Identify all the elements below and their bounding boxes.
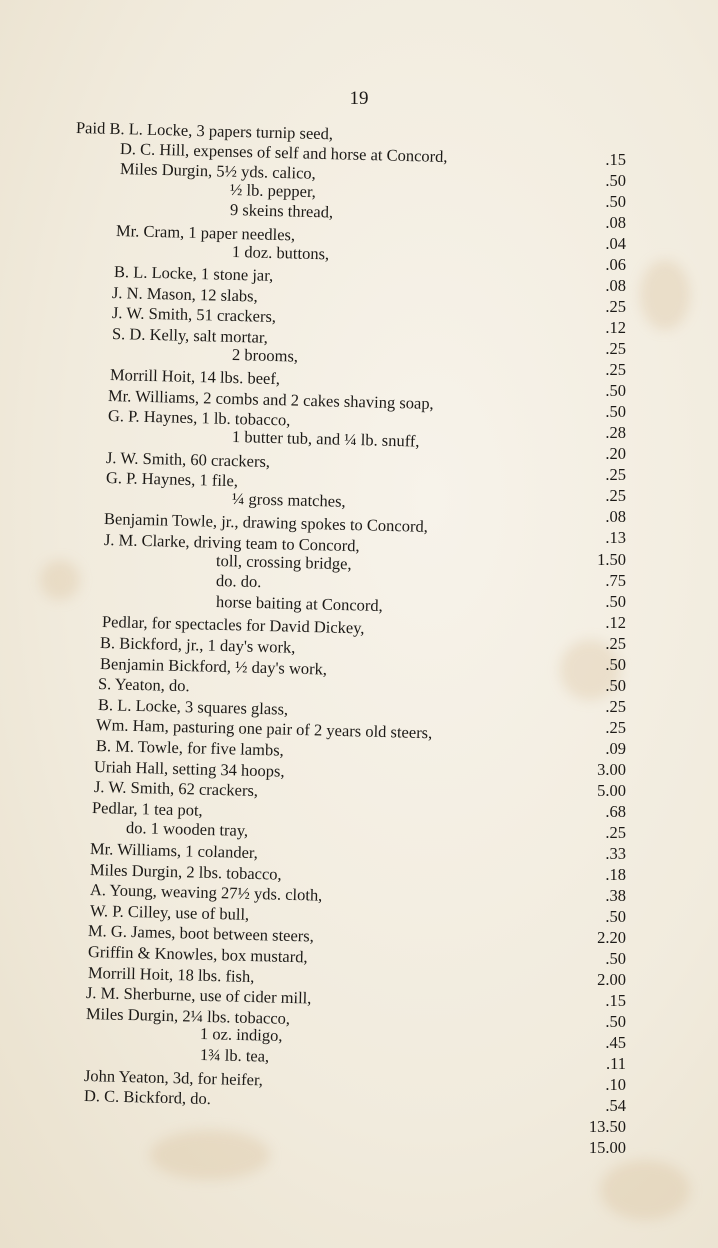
entry-amount: .25 [605,717,626,737]
entry-amount: 2.20 [597,927,626,947]
entry-amount: .15 [605,149,626,169]
entry-amount: .50 [605,380,626,400]
entry-description: 2 brooms, [231,344,299,366]
entry-description: John Yeaton, 3d, for heifer, [83,1065,264,1089]
entry-amount: .15 [605,990,626,1010]
entry-amount: .50 [605,906,626,926]
entry-amount: .75 [605,570,626,590]
entry-amount: .25 [605,359,626,379]
entry-amount: .25 [605,464,626,484]
entry-description: 1 butter tub, and ¼ lb. snuff, [231,427,420,451]
entry-amount: .50 [605,675,626,695]
entry-amount: .25 [605,633,626,653]
entry-amount: 5.00 [597,780,626,800]
ledger-row [0,138,718,169]
ledger-row [0,1086,718,1136]
entry-description: Miles Durgin, 2 lbs. tobacco, [89,859,282,884]
entry-description: J. N. Mason, 12 slabs, [111,282,258,306]
entry-description: J. W. Smith, 51 crackers, [111,303,277,327]
entry-description: 1 doz. buttons, [231,241,330,263]
entry-description: J. M. Clarke, driving team to Concord, [103,530,360,556]
entry-description: B. L. Locke, 1 stone jar, [113,262,274,286]
entry-amount: .50 [605,191,626,211]
entry-description: G. P. Haynes, 1 file, [105,468,239,491]
entry-amount: .50 [605,1011,626,1031]
entry-description: Pedlar, for spectacles for David Dickey, [101,612,365,638]
page-number: 19 [349,88,369,109]
entry-amount: .04 [605,234,626,253]
entry-amount: .68 [605,801,626,821]
entry-amount: .12 [605,612,626,632]
entry-amount: .08 [605,506,626,526]
entry-amount: 13.50 [588,1116,626,1136]
entry-description: J. W. Smith, 60 crackers, [105,447,271,471]
ledger-row [0,200,718,232]
entry-amount: .11 [605,1053,626,1073]
entry-description: A. Young, weaving 27½ yds. cloth, [89,880,323,905]
entry-description: J. M. Sherburne, use of cider mill, [85,983,312,1008]
entry-amount: 15.00 [588,1137,626,1157]
entry-description: 1 oz. indigo, [199,1024,283,1046]
entry-amount: .45 [605,1032,626,1052]
entry-description: J. W. Smith, 62 crackers, [93,777,259,801]
entry-description: Benjamin Towle, jr., drawing spokes to Concord, [103,509,429,537]
entry-description: ½ lb. pepper, [229,179,317,201]
entry-amount: .25 [605,696,626,716]
entry-description: B. L. Locke, 3 squares glass, [97,694,289,719]
entry-amount: .13 [605,527,626,547]
entry-amount: 1.50 [597,550,626,569]
entry-amount: .50 [605,591,626,611]
entry-amount: .54 [605,1095,626,1115]
entry-description: S. D. Kelly, salt mortar, [111,324,269,347]
entry-description: do. do. [215,571,262,592]
entry-amount: .50 [605,655,626,674]
entry-description: Paid B. L. Locke, 3 papers turnip seed, [75,118,334,144]
entry-amount: .12 [605,317,626,337]
entry-amount: .38 [605,885,626,905]
entry-description: B. M. Towle, for five lambs, [95,736,285,760]
entry-amount: 3.00 [597,760,626,779]
entry-amount: .25 [605,296,626,316]
ledger-row [0,118,718,144]
entry-description: Morrill Hoit, 18 lbs. fish, [87,962,255,986]
entry-description: do. 1 wooden tray, [125,818,249,841]
entry-amount: .25 [605,485,626,505]
ledger-entries [0,118,718,1157]
entry-description: S. Yeaton, do. [97,674,190,696]
entry-description: M. G. James, boot between steers, [87,921,315,946]
entry-description: toll, crossing bridge, [215,550,352,573]
entry-description: Mr. Williams, 1 colander, [89,839,259,863]
entry-amount: .50 [605,170,626,190]
entry-description: 1¾ lb. tea, [199,1045,270,1066]
entry-amount: .18 [605,865,626,884]
entry-description: Mr. Cram, 1 paper needles, [115,221,296,245]
entry-amount: .25 [605,822,626,842]
entry-description: W. P. Cilley, use of bull, [89,900,250,924]
entry-description: Benjamin Bickford, ½ day's work, [99,653,328,679]
entry-description: Miles Durgin, 2¼ lbs. tobacco, [85,1003,291,1028]
entry-amount: .06 [605,254,626,274]
entry-amount: .33 [605,843,626,863]
entry-description: Miles Durgin, 5½ yds. calico, [119,159,317,183]
ledger-row [0,1107,718,1157]
entry-amount: .50 [605,401,626,421]
entry-amount: .50 [605,948,626,968]
entry-amount: .25 [605,339,626,358]
entry-description: Morrill Hoit, 14 lbs. beef, [109,365,281,389]
entry-description: D. C. Hill, expenses of self and horse at Concord, [119,138,448,166]
entry-amount: .10 [605,1075,626,1094]
entry-description: ¼ gross matches, [231,488,346,511]
entry-description: B. Bickford, jr., 1 day's work, [99,633,296,657]
entry-amount: 2.00 [597,970,626,989]
entry-description: Uriah Hall, setting 34 hoops, [93,756,285,781]
entry-amount: .08 [605,275,626,295]
entry-description: D. C. Bickford, do. [83,1086,212,1109]
entry-description: Mr. Williams, 2 combs and 2 cakes shaving soap, [107,385,434,413]
entry-amount: .08 [605,212,626,232]
entry-amount: .28 [605,422,626,442]
entry-description: 9 skeins thread, [229,200,334,222]
entry-amount: .20 [605,444,626,463]
entry-description: Griffin & Knowles, box mustard, [87,942,308,967]
entry-description: Pedlar, 1 tea pot, [91,797,203,820]
entry-description: G. P. Haynes, 1 lb. tobacco, [107,406,291,430]
entry-description: horse baiting at Concord, [215,591,383,615]
entry-description: Wm. Ham, pasturing one pair of 2 years old steers, [95,715,433,743]
entry-amount: .09 [605,738,626,758]
